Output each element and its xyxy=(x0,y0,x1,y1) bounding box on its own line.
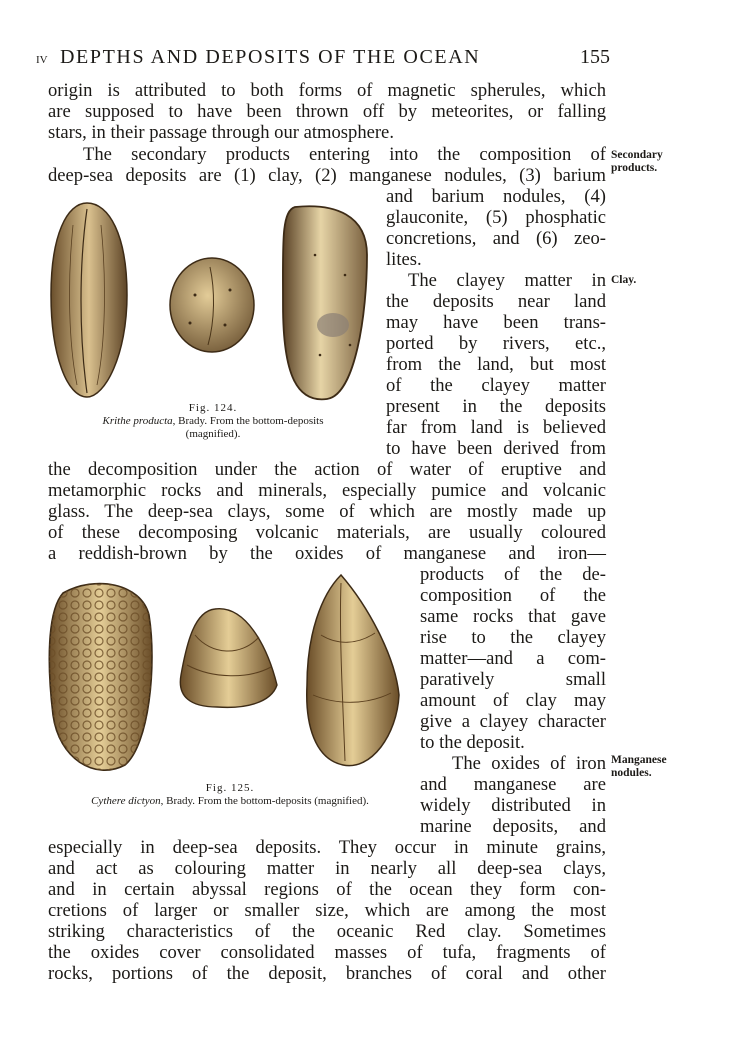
page-number: 155 xyxy=(580,46,610,68)
body-line: may have been trans- xyxy=(386,312,606,333)
body-line: lites. xyxy=(386,249,422,270)
caption-text: , Brady. From the bottom-deposits xyxy=(172,415,324,427)
body-line: and manganese are xyxy=(420,774,606,795)
body-line: rocks, portions of the deposit, branches of coral and other xyxy=(48,963,606,984)
body-line: to the deposit. xyxy=(420,732,525,753)
figure-125-caption xyxy=(40,782,420,808)
reticulated-shell-specimen xyxy=(49,584,152,771)
running-title: DEPTHS AND DEPOSITS OF THE OCEAN xyxy=(60,46,481,68)
figure-125-illustration xyxy=(45,575,405,775)
body-line: stars, in their passage through our atmosphere. xyxy=(48,122,394,143)
species-name: Krithe producta xyxy=(102,415,173,427)
figure-124-illustration xyxy=(45,195,375,405)
body-line: products of the de- xyxy=(420,564,606,585)
body-line: and in certain abyssal regions of the ocean they form con- xyxy=(48,879,606,900)
body-line: matter—and a com- xyxy=(420,648,606,669)
body-line: cretions of larger or smaller size, which are among the most xyxy=(48,900,606,921)
running-header xyxy=(36,46,616,74)
caption-text: , Brady. From the bottom-deposits (magnified). xyxy=(160,795,369,807)
side-note-clay: Clay. xyxy=(611,274,637,286)
body-line: concretions, and (6) zeo- xyxy=(386,228,606,249)
body-line: marine deposits, and xyxy=(420,816,606,837)
side-note-secondary-products: Secondary products. xyxy=(611,149,663,174)
body-line: metamorphic rocks and minerals, especially pumice and volcanic xyxy=(48,480,606,501)
side-note-manganese-nodules: Manganese nodules. xyxy=(611,754,667,779)
body-line: to have been derived from xyxy=(386,438,606,459)
body-line: The oxides of iron xyxy=(452,753,606,774)
caption-text-line2: (magnified). xyxy=(185,428,241,440)
figure-label: Fig. 124. xyxy=(188,402,238,414)
grooved-shell-specimen xyxy=(51,203,127,397)
body-line: give a clayey character xyxy=(420,711,606,732)
body-line: especially in deep-sea deposits. They occur in minute grains, xyxy=(48,837,606,858)
body-line: ported by rivers, etc., xyxy=(386,333,606,354)
body-line: and barium nodules, (4) xyxy=(386,186,606,207)
figure-label: Fig. 125. xyxy=(205,782,255,794)
body-line: from the land, but most xyxy=(386,354,606,375)
body-line: are supposed to have been thrown off by meteorites, or falling xyxy=(48,101,606,122)
body-line: the deposits near land xyxy=(386,291,606,312)
body-line: a reddish-brown by the oxides of manganese and iron— xyxy=(48,543,606,564)
body-line: present in the deposits xyxy=(386,396,606,417)
body-line: the oxides cover consolidated masses of tufa, fragments of xyxy=(48,942,606,963)
body-line: of the clayey matter xyxy=(386,375,606,396)
species-name: Cythere dictyon xyxy=(91,795,161,807)
body-line: of these decomposing volcanic materials, are usually coloured xyxy=(48,522,606,543)
figure-124-caption xyxy=(58,402,368,441)
body-line: composition of the xyxy=(420,585,606,606)
body-line: deep-sea deposits are (1) clay, (2) manganese nodules, (3) barium xyxy=(48,165,606,186)
body-line: The secondary products entering into the composition of xyxy=(83,144,606,165)
body-line: glass. The deep-sea clays, some of which are mostly made up xyxy=(48,501,606,522)
oblong-shell-specimen xyxy=(283,206,367,399)
conical-shell-specimen xyxy=(180,609,277,708)
body-line: far from land is believed xyxy=(386,417,606,438)
round-shell-specimen xyxy=(170,258,254,352)
chapter-number: IV xyxy=(36,54,48,66)
body-line: the decomposition under the action of water of eruptive and xyxy=(48,459,606,480)
body-line: same rocks that gave xyxy=(420,606,606,627)
body-line: rise to the clayey xyxy=(420,627,606,648)
body-line: widely distributed in xyxy=(420,795,606,816)
body-line: and act as colouring matter in nearly all deep-sea clays, xyxy=(48,858,606,879)
body-line: paratively small xyxy=(420,669,606,690)
body-line: glauconite, (5) phosphatic xyxy=(386,207,606,228)
body-line: The clayey matter in xyxy=(408,270,606,291)
body-line: striking characteristics of the oceanic Red clay. Sometimes xyxy=(48,921,606,942)
body-line: origin is attributed to both forms of magnetic spherules, which xyxy=(48,80,606,101)
body-line: amount of clay may xyxy=(420,690,606,711)
pointed-shell-specimen xyxy=(307,575,399,766)
